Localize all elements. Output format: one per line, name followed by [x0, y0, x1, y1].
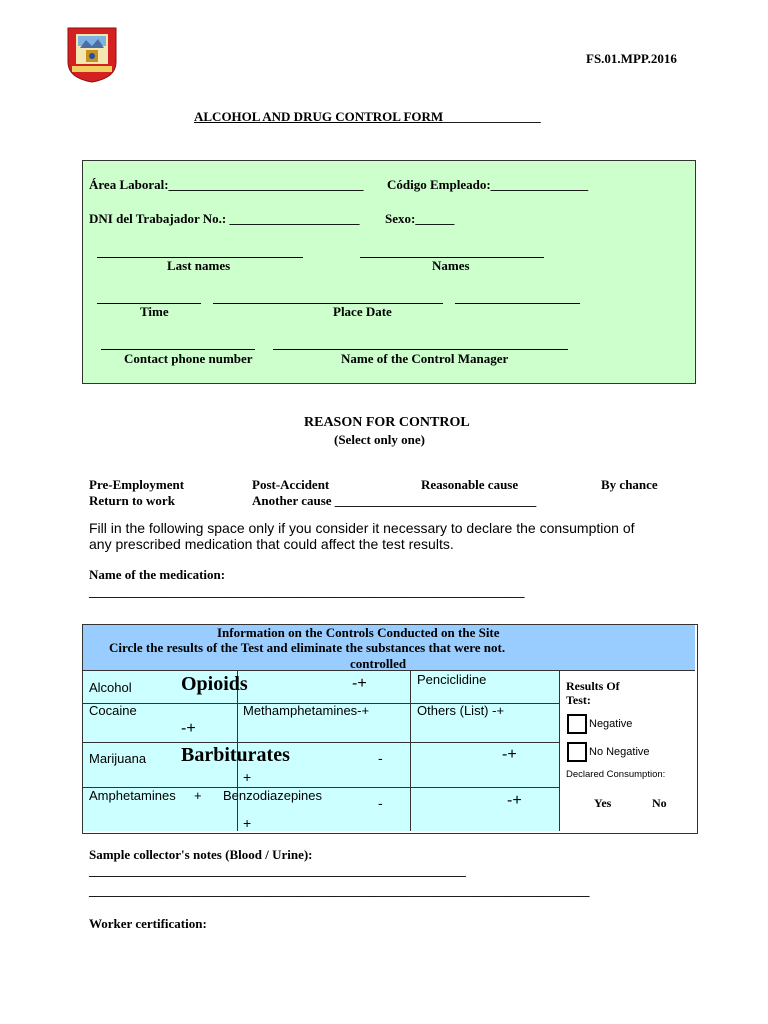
names-label: Names	[432, 258, 470, 273]
substance-opioids[interactable]: Opioids	[181, 673, 248, 695]
table-header-line3: controlled	[350, 656, 407, 671]
substance-cocaine[interactable]: Cocaine	[89, 703, 137, 718]
cocaine-result-mark[interactable]: -+	[181, 720, 196, 737]
form-code: FS.01.MPP.2016	[586, 51, 677, 66]
declared-no-option[interactable]: No	[652, 796, 667, 810]
table-body	[83, 671, 559, 831]
time-label: Time	[140, 304, 169, 319]
substance-others-list[interactable]: Others (List) -+	[417, 703, 505, 718]
dni-field[interactable]: DNI del Trabajador No.: ____________________	[89, 211, 360, 226]
date-line[interactable]	[455, 303, 580, 304]
option-return-to-work[interactable]: Return to work	[89, 493, 175, 508]
barbiturates-minus-mark[interactable]: -	[378, 750, 383, 766]
form-title-blank: _______________	[443, 109, 541, 124]
reason-subheading: (Select only one)	[334, 432, 425, 447]
results-of-label: Results Of	[566, 679, 620, 693]
negative-checkbox[interactable]	[567, 714, 587, 734]
place-date-label: Place Date	[333, 304, 392, 319]
negative-option[interactable]	[567, 714, 632, 734]
reason-heading: REASON FOR CONTROL	[304, 415, 470, 430]
form-title	[194, 109, 541, 125]
municipal-seal-logo	[66, 26, 118, 84]
substance-marijuana[interactable]: Marijuana	[89, 751, 147, 766]
table-hline-2	[83, 742, 559, 743]
medication-instructions-line1: Fill in the following space only if you consider it necessary to declare the consumption of	[89, 520, 635, 536]
substance-alcohol[interactable]: Alcohol	[89, 680, 132, 695]
table-vline-2	[410, 671, 411, 831]
option-pre-employment[interactable]: Pre-Employment	[89, 477, 185, 492]
medication-instructions-line2: any prescribed medication that could affect the test results.	[89, 536, 454, 552]
medication-blank[interactable]: ___________________________________________________________________	[89, 584, 525, 599]
opioids-result-mark[interactable]: -+	[352, 675, 367, 692]
option-post-accident[interactable]: Post-Accident	[252, 477, 330, 492]
table-header-line2: Circle the results of the Test and eliminate the substances that were not.	[109, 640, 506, 655]
barbiturates-plus-mark[interactable]: +	[243, 769, 252, 785]
last-names-label: Last names	[167, 258, 231, 273]
no-negative-option[interactable]	[567, 742, 650, 762]
collector-notes-label: Sample collector's notes (Blood / Urine):	[89, 847, 313, 862]
area-laboral-field[interactable]: Área Laboral:______________________________	[89, 177, 364, 192]
collector-notes-blank-2[interactable]: _____________________________________________________________________________	[89, 883, 590, 898]
option-reasonable-cause[interactable]: Reasonable cause	[421, 477, 519, 492]
option-by-chance[interactable]: By chance	[601, 477, 658, 492]
substance-penciclidine[interactable]: Penciclidine	[417, 672, 487, 687]
benzodiazepines-plus-mark[interactable]: +	[243, 815, 252, 831]
sexo-field[interactable]: Sexo:______	[385, 211, 455, 226]
substance-amphetamines[interactable]: Amphetamines	[89, 788, 176, 803]
amphetamines-col3-result-mark[interactable]: -+	[507, 792, 522, 809]
worker-certification-label: Worker certification:	[89, 916, 207, 931]
declared-consumption-label: Declared Consumption:	[566, 769, 666, 780]
declared-yes-option[interactable]: Yes	[594, 796, 612, 810]
marijuana-col3-result-mark[interactable]: -+	[502, 746, 517, 763]
test-label: Test:	[566, 693, 591, 707]
option-another-cause[interactable]: Another cause _______________________________	[252, 493, 537, 508]
substance-methamphetamines[interactable]: Methamphetamines-+	[243, 703, 370, 718]
medication-label: Name of the medication:	[89, 567, 226, 582]
amphetamines-plus-mark[interactable]: +	[194, 788, 202, 803]
contact-phone-label: Contact phone number	[124, 351, 253, 366]
codigo-empleado-field[interactable]: Código Empleado:_______________	[387, 177, 589, 192]
form-title-text: ALCOHOL AND DRUG CONTROL FORM	[194, 109, 444, 124]
substance-barbiturates[interactable]: Barbiturates	[181, 744, 290, 766]
benzodiazepines-minus-mark[interactable]: -	[378, 795, 383, 811]
control-manager-line[interactable]	[273, 349, 568, 350]
no-negative-label: No Negative	[589, 745, 650, 758]
contact-phone-line[interactable]	[101, 349, 255, 350]
no-negative-checkbox[interactable]	[567, 742, 587, 762]
collector-notes-blank-1[interactable]: __________________________________________________________	[89, 863, 466, 878]
table-header-line1: Information on the Controls Conducted on the Site	[217, 625, 500, 640]
place-line[interactable]	[213, 303, 443, 304]
control-manager-label: Name of the Control Manager	[341, 351, 509, 366]
negative-label: Negative	[589, 717, 633, 730]
substance-benzodiazepines[interactable]: Benzodiazepines	[223, 788, 323, 803]
